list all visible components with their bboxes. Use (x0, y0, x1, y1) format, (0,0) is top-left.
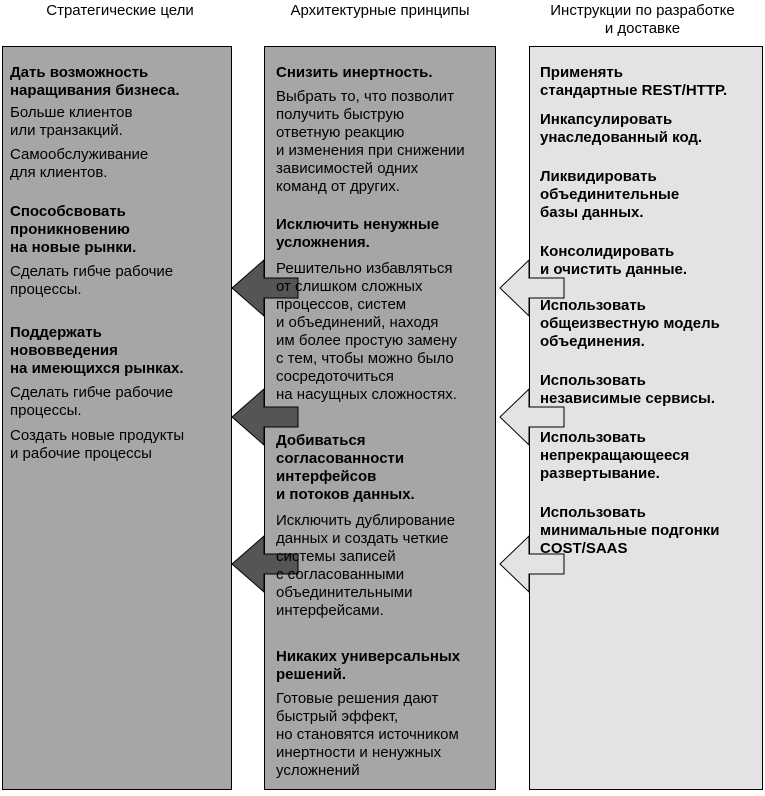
instruction-line: общеизвестную модель (540, 315, 720, 332)
principle-2-title-line: Исключить ненужные (276, 216, 440, 233)
goal-2-title-line: проникновению (10, 221, 130, 238)
instruction-6 (540, 372, 715, 408)
principle-1-body-line: получить быструю (276, 106, 405, 123)
instruction-5 (540, 297, 720, 351)
principle-1-body-line: и изменения при снижении (276, 142, 465, 159)
instruction-line: минимальные подгонки (540, 522, 720, 539)
principle-4-body-line: Готовые решения дают (276, 690, 439, 707)
goal-3-title-line: на имеющихся рынках. (10, 360, 184, 377)
principle-3-title-line: Добиваться (276, 432, 366, 449)
principle-1-title (276, 64, 433, 82)
header-delivery-line1: Инструкции по разработке (550, 2, 735, 19)
goal-2-item-line: процессы. (10, 281, 82, 298)
principle-3-body-line: интерфейсами. (276, 602, 384, 619)
goal-3-item-1 (10, 384, 173, 420)
instruction-7 (540, 429, 689, 483)
goal-3-title (10, 324, 184, 378)
principle-2-body-line: от слишком сложных (276, 278, 423, 295)
goal-1-title (10, 64, 180, 100)
principle-2-body-line: с тем, чтобы можно было (276, 350, 454, 367)
goal-3-title-line: Поддержать (10, 324, 102, 341)
instruction-3 (540, 168, 679, 222)
principle-2-body-line: сосредоточиться (276, 368, 394, 385)
goal-2-title (10, 203, 136, 257)
instruction-line: независимые сервисы. (540, 390, 716, 407)
goal-3-item-2 (10, 427, 184, 463)
goal-2-item-line: Сделать гибче рабочие (10, 263, 174, 280)
instruction-line: базы данных. (540, 204, 644, 221)
principle-2-body-line: процессов, систем (276, 296, 407, 313)
principle-2-title (276, 216, 439, 252)
header-delivery-line2: и доставке (604, 20, 681, 37)
instruction-line: Использовать (540, 429, 646, 446)
goal-3-item-line: и рабочие процессы (10, 445, 152, 462)
instruction-2 (540, 111, 702, 147)
principle-4-body (276, 690, 459, 780)
instruction-1 (540, 64, 727, 100)
principle-3-title-line: интерфейсов (276, 468, 377, 485)
goal-3-item-line: Создать новые продукты (10, 427, 185, 444)
instruction-line: Ликвидировать (540, 168, 657, 185)
goal-1-item-2 (10, 146, 148, 182)
goal-1-item-1 (10, 104, 132, 140)
instruction-line: Использовать (540, 297, 646, 314)
goal-1-item-line: Больше клиентов (10, 104, 133, 121)
principle-4-body-line: быстрый эффект, (276, 708, 399, 725)
principle-2-body-line: Решительно избавляться (276, 260, 453, 277)
principle-3-title-line: согласованности (276, 450, 405, 467)
instruction-line: развертывание. (540, 465, 660, 482)
principle-4-body-line: усложнений (276, 762, 360, 779)
principle-1-body-line: зависимостей одних (276, 160, 419, 177)
goal-3-item-line: процессы. (10, 402, 82, 419)
principle-3-title (276, 432, 415, 504)
instruction-line: и очистить данные. (540, 261, 688, 278)
goal-3-item-line: Сделать гибче рабочие (10, 384, 174, 401)
principle-4-body-line: инертности и ненужных (276, 744, 442, 761)
principle-3-body-line: объединительными (276, 584, 413, 601)
instruction-line: Использовать (540, 504, 646, 521)
principle-1-body-line: Выбрать то, что позволит (276, 88, 454, 105)
principle-2-body-line: им более простую замену (276, 332, 457, 349)
principle-2-title-line: усложнения. (276, 234, 370, 251)
principle-3-title-line: и потоков данных. (276, 486, 415, 503)
instruction-line: стандартные REST/HTTP. (540, 82, 728, 99)
instruction-line: Консолидировать (540, 243, 675, 260)
goal-1-title-line: Дать возможность (10, 64, 149, 81)
instruction-line: унаследованный код. (540, 129, 703, 146)
instruction-line: объединения. (540, 333, 645, 350)
principle-1-body (276, 88, 465, 196)
principle-2-body-line: на насущных сложностях. (276, 386, 457, 403)
goal-1-item-line: или транзакций. (10, 122, 123, 139)
principle-2-body (276, 260, 457, 404)
principle-4-title (276, 648, 460, 684)
goal-1-item-line: для клиентов. (10, 164, 108, 181)
principle-4-title-line: Никаких универсальных (276, 648, 461, 665)
instruction-line: Использовать (540, 372, 646, 389)
principle-1-title-line: Снизить инертность. (276, 64, 433, 81)
instruction-line: Применять (540, 64, 623, 81)
goal-3-title-line: нововведения (10, 342, 118, 359)
principle-1-body-line: ответную реакцию (276, 124, 405, 141)
instruction-line: объединительные (540, 186, 680, 203)
principle-2-body-line: и объединений, находя (276, 314, 439, 331)
goal-1-title-line: наращивания бизнеса. (10, 82, 180, 99)
principle-3-body-line: данных и создать четкие (276, 530, 449, 547)
goal-2-item-1 (10, 263, 173, 299)
principle-4-title-line: решений. (276, 666, 347, 683)
instruction-8 (540, 504, 720, 558)
instruction-line: COST/SAAS (540, 540, 628, 557)
principle-3-body (276, 512, 455, 620)
principle-3-body-line: с согласованными (276, 566, 405, 583)
instruction-4 (540, 243, 687, 279)
principle-3-body-line: системы записей (276, 548, 396, 565)
header-architecture-principles: Архитектурные принципы (290, 2, 470, 19)
goal-2-title-line: на новые рынки. (10, 239, 137, 256)
principle-3-body-line: Исключить дублирование (276, 512, 456, 529)
principle-4-body-line: но становятся источником (276, 726, 459, 743)
instruction-line: непрекращающееся (540, 447, 690, 464)
goal-1-item-line: Самообслуживание (10, 146, 149, 163)
header-strategic-goals: Стратегические цели (46, 2, 194, 19)
instruction-line: Инкапсулировать (540, 111, 673, 128)
goal-2-title-line: Способсвовать (10, 203, 126, 220)
principle-1-body-line: команд от других. (276, 178, 400, 195)
